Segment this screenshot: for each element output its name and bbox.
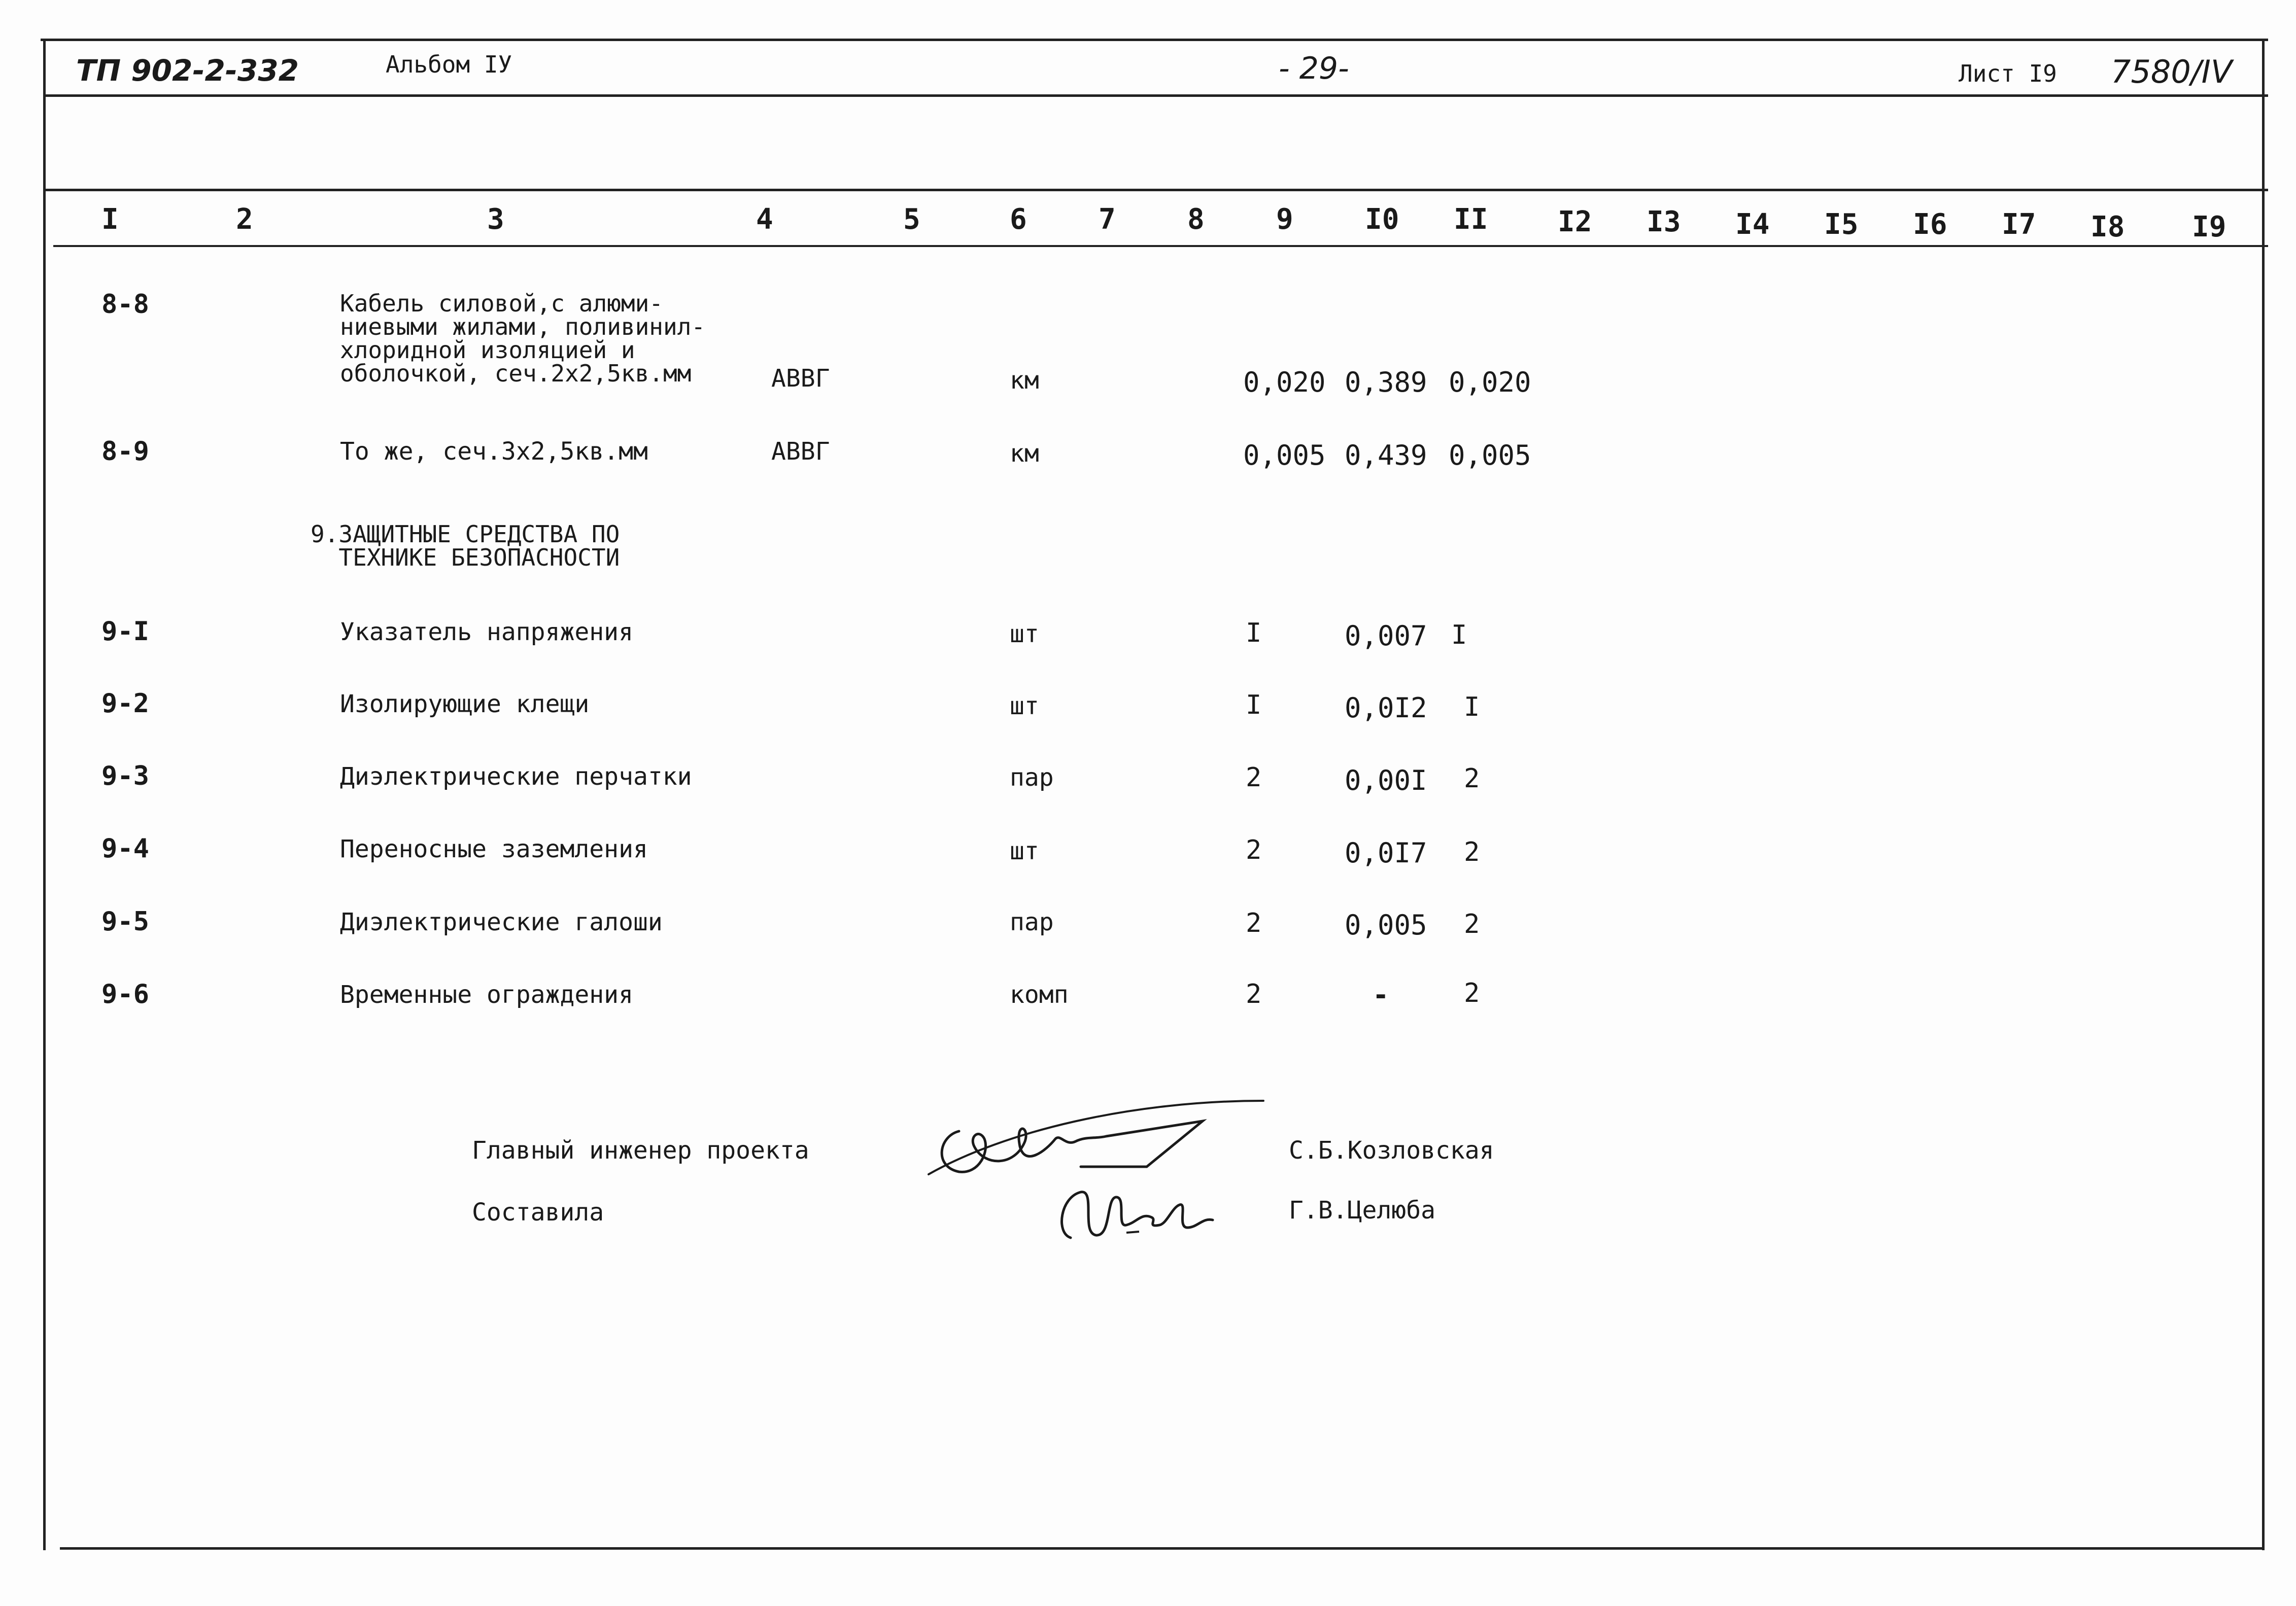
row-name: Диэлектрические галоши	[340, 908, 663, 936]
frame-top	[41, 39, 2268, 41]
row-col11: 0,020	[1449, 366, 1531, 398]
row-name: Переносные заземления	[340, 835, 648, 863]
row-unit: шт	[1010, 620, 1039, 648]
col-header: I8	[2091, 211, 2125, 243]
row-unit: км	[1010, 439, 1039, 468]
col-header: I6	[1913, 208, 1947, 241]
row-col9: I	[1246, 618, 1262, 648]
col-header: 4	[756, 203, 773, 236]
col-header: 9	[1276, 203, 1293, 236]
row-number: 9-3	[101, 761, 149, 791]
row-name: Диэлектрические перчатки	[340, 762, 692, 791]
col-header: I3	[1647, 205, 1681, 238]
album-label: Альбом IУ	[386, 51, 512, 78]
col-header: I0	[1365, 203, 1399, 236]
row-col10: -	[1373, 979, 1389, 1011]
page-number: - 29-	[1279, 51, 1349, 86]
compiled-by-name: Г.В.Целюба	[1289, 1196, 1435, 1225]
row-type: АВВГ	[771, 437, 830, 466]
col-header: 8	[1187, 203, 1205, 236]
row-col10: 0,0I2	[1345, 692, 1427, 724]
row-col9: 0,020	[1243, 366, 1326, 398]
col-header: I5	[1824, 208, 1859, 241]
row-col9: 2	[1246, 908, 1262, 938]
frame-header-rule	[43, 94, 2268, 97]
row-col10: 0,389	[1345, 366, 1427, 398]
chief-engineer-label: Главный инженер проекта	[472, 1136, 809, 1165]
row-name: Указатель напряжения	[340, 618, 633, 646]
project-code: ТП 902-2-332	[76, 53, 299, 88]
col-header: I4	[1735, 208, 1770, 241]
row-name: То же, сеч.3х2,5кв.мм	[340, 437, 648, 466]
row-col11: I	[1451, 620, 1467, 650]
chief-engineer-name: С.Б.Козловская	[1289, 1136, 1494, 1165]
sheet-label: Лист I9	[1959, 60, 2057, 87]
row-name: Изолирующие клещи	[340, 690, 590, 718]
col-header: II	[1454, 203, 1488, 236]
row-col11: 2	[1464, 909, 1480, 939]
row-col11: 0,005	[1449, 439, 1531, 471]
col-header: 3	[487, 203, 504, 236]
row-type: АВВГ	[771, 364, 830, 393]
row-col10: 0,0I7	[1345, 837, 1427, 869]
row-col10: 0,439	[1345, 439, 1427, 471]
row-col11: 2	[1464, 763, 1480, 794]
col-header: 2	[236, 203, 253, 236]
row-unit: шт	[1010, 692, 1039, 720]
row-unit: пар	[1010, 908, 1054, 936]
compiled-by-label: Составила	[472, 1198, 604, 1227]
row-col9: I	[1246, 690, 1262, 720]
row-col10: 0,007	[1345, 620, 1427, 652]
row-number: 9-5	[101, 906, 149, 937]
row-col9: 2	[1246, 762, 1262, 793]
row-col9: 0,005	[1243, 439, 1326, 471]
col-header: 6	[1010, 203, 1027, 236]
row-name: Кабель силовой,с алюми- ниевыми жилами, поливинил- хлоридной изоляцией и оболочкой, сеч.2х2,5кв.мм	[340, 290, 706, 387]
col-header: 5	[903, 203, 920, 236]
row-unit: пар	[1010, 763, 1054, 792]
row-number: 8-8	[101, 289, 149, 320]
row-name: Временные ограждения	[340, 981, 633, 1009]
row-col11: I	[1464, 692, 1480, 722]
col-header: I7	[2002, 208, 2036, 241]
row-col11: 2	[1464, 978, 1480, 1008]
archive-number: 7580/IV	[2111, 53, 2233, 90]
row-unit: комп	[1010, 981, 1069, 1009]
row-number: 9-2	[101, 688, 149, 719]
row-number: 9-I	[101, 616, 149, 647]
row-unit: км	[1010, 366, 1039, 395]
frame-right	[2262, 39, 2265, 1550]
row-number: 9-4	[101, 833, 149, 864]
col-header: I	[101, 203, 119, 236]
col-header: I2	[1558, 205, 1592, 238]
row-col10: 0,005	[1345, 909, 1427, 941]
frame-table-rule-bottom	[53, 245, 2268, 247]
row-unit: шт	[1010, 837, 1039, 865]
row-col11: 2	[1464, 837, 1480, 867]
row-col9: 2	[1246, 979, 1262, 1009]
row-col9: 2	[1246, 835, 1262, 865]
row-col10: 0,00I	[1345, 764, 1427, 796]
frame-bottom	[60, 1547, 2265, 1550]
compiled-by-signature	[1050, 1177, 1218, 1243]
frame-left	[43, 39, 46, 1550]
col-header: 7	[1099, 203, 1116, 236]
section-heading: 9.ЗАЩИТНЫЕ СРЕДСТВА ПО ТЕХНИКЕ БЕЗОПАСНОСТИ	[311, 520, 620, 571]
col-header: I9	[2192, 211, 2226, 243]
frame-table-rule-top	[43, 189, 2268, 191]
row-number: 9-6	[101, 979, 149, 1009]
row-number: 8-9	[101, 436, 149, 467]
